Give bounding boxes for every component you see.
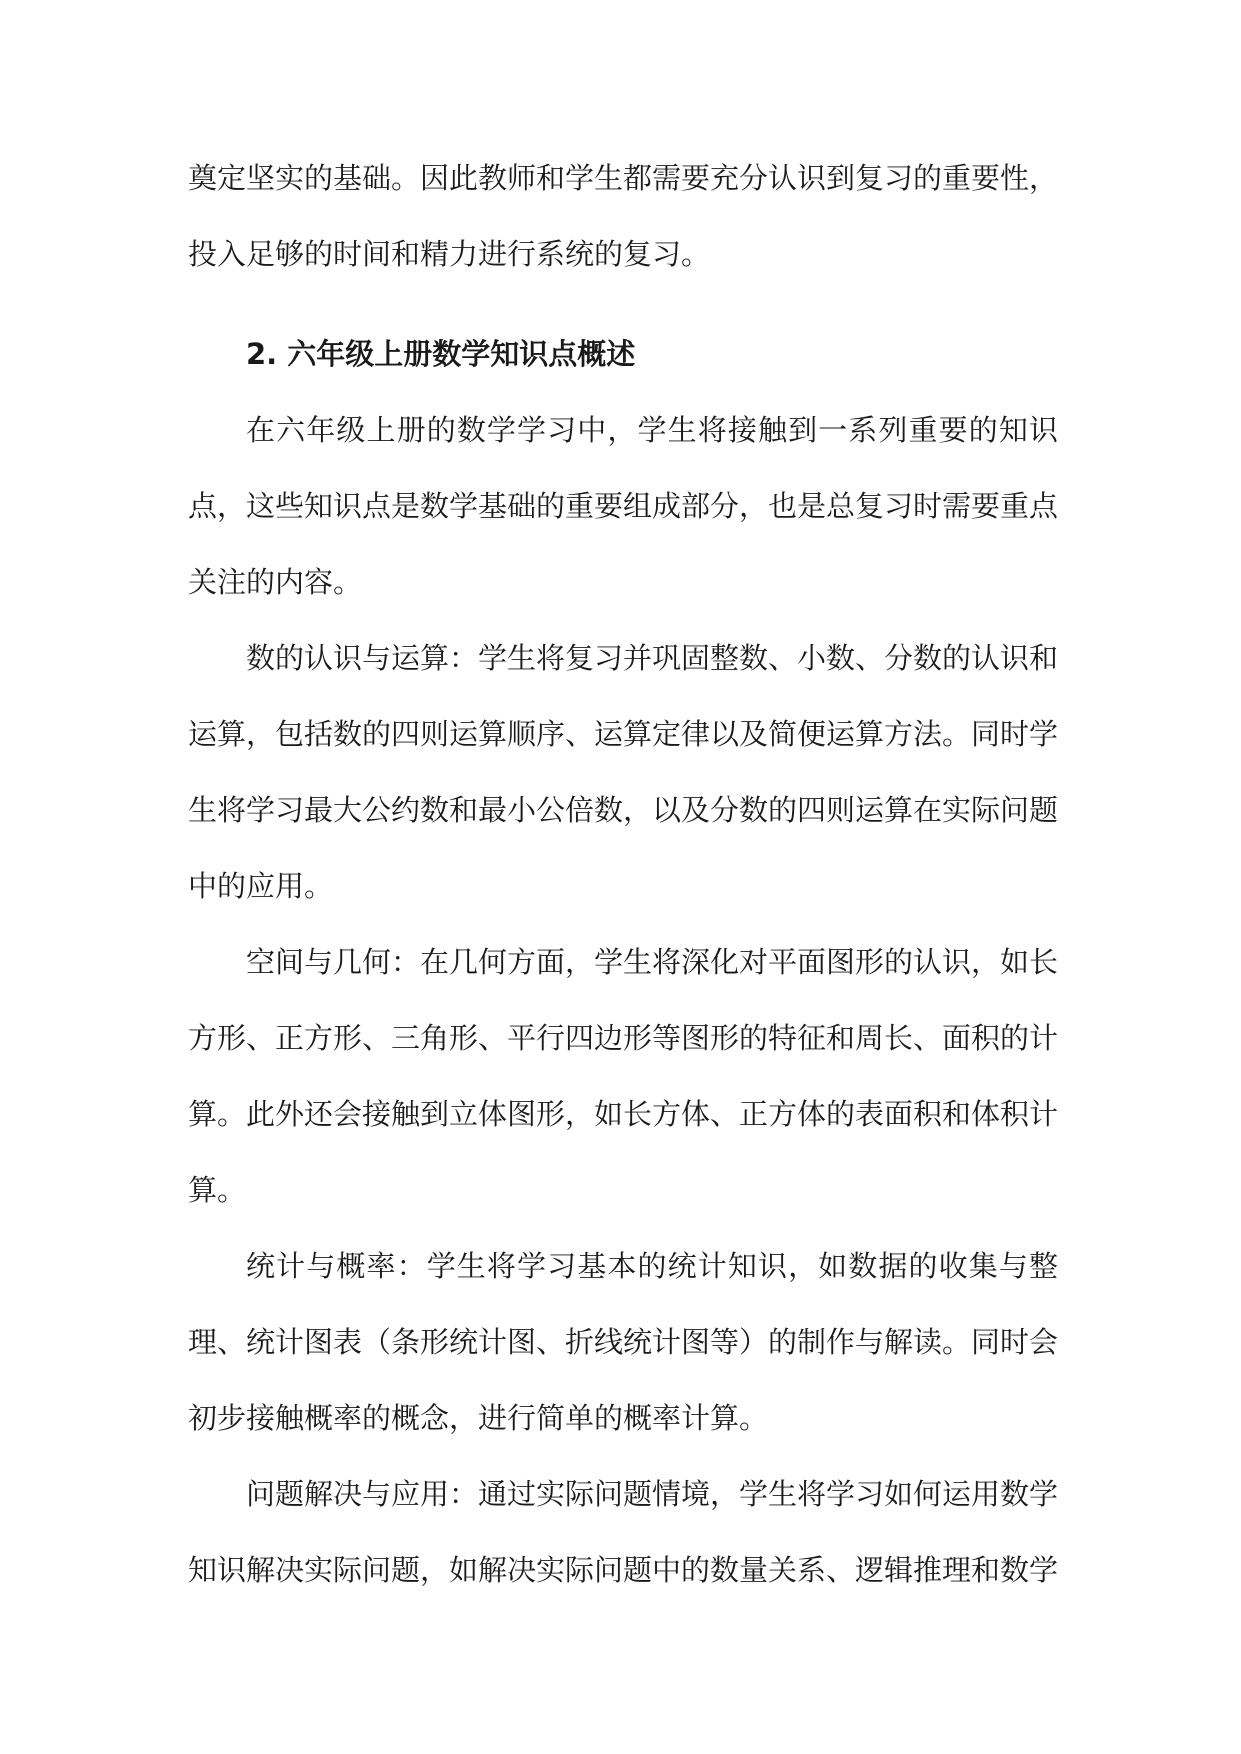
paragraph-numbers-operations: 数的认识与运算：学生将复习并巩固整数、小数、分数的认识和运算，包括数的四则运算顺序、运算定律以及简便运算方法。同时学生将学习最大公约数和最小公倍数，以及分数的四则运算在实际问题中的应用。	[188, 641, 1059, 903]
document-page	[188, 140, 1058, 1608]
intro-continuation-paragraph: 奠定坚实的基础。因此教师和学生都需要充分认识到复习的重要性，投入足够的时间和精力进行系统的复习。	[188, 161, 1059, 271]
paragraph-overview: 在六年级上册的数学学习中，学生将接触到一系列重要的知识点，这些知识点是数学基础的重要组成部分，也是总复习时需要重点关注的内容。	[188, 413, 1059, 599]
paragraph-statistics-probability: 统计与概率：学生将学习基本的统计知识，如数据的收集与整理、统计图表（条形统计图、折线统计图等）的制作与解读。同时会初步接触概率的概念，进行简单的概率计算。	[188, 1249, 1059, 1435]
section-heading: 2. 六年级上册数学知识点概述	[246, 337, 636, 371]
paragraph-problem-solving: 问题解决与应用：通过实际问题情境，学生将学习如何运用数学知识解决实际问题，如解决实际问题中的数量关系、逻辑推理和数学	[188, 1477, 1059, 1587]
paragraph-space-geometry: 空间与几何：在几何方面，学生将深化对平面图形的认识，如长方形、正方形、三角形、平行四边形等图形的特征和周长、面积的计算。此外还会接触到立体图形，如长方体、正方体的表面积和体积计算。	[188, 945, 1059, 1207]
